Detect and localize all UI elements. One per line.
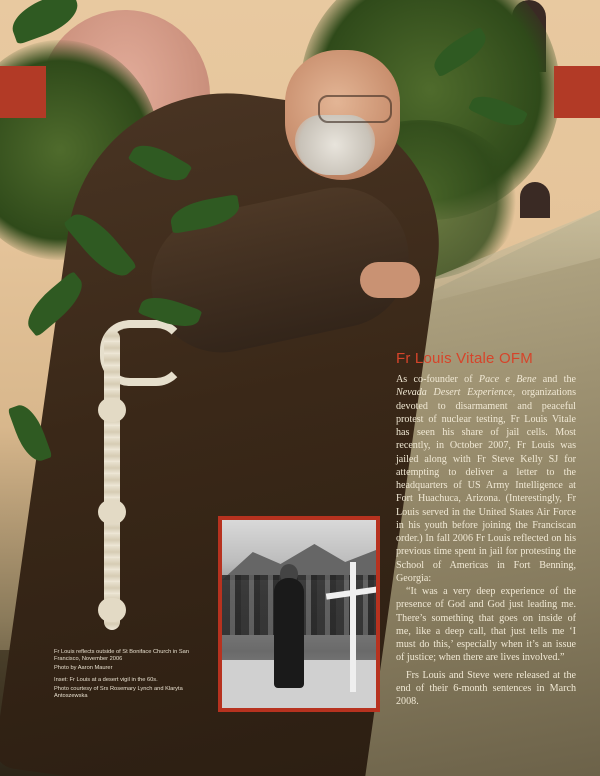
inset-photo-frame (218, 516, 380, 712)
caption-main-credit: Photo by Aaron Maurer (54, 665, 113, 672)
glasses (318, 95, 392, 123)
friar-beard (295, 115, 375, 175)
rope-knot (98, 500, 126, 524)
inset-person (274, 578, 304, 688)
article-text: and the (536, 374, 576, 385)
organization-name: Nevada Desert Experience (396, 387, 513, 399)
article-title: Fr Louis Vitale OFM (396, 350, 533, 367)
article (396, 350, 576, 708)
photo-caption (54, 649, 194, 700)
article-text: , organizations devoted to disarmament and peaceful protest of nuclear testing, Fr Louis Vitale has seen his share of jail cells. Most recently, in October 2007, Fr Louis was jailed along with Fr Steve Kelly SJ for attempting to deliver a letter to the headquarters of US Army Intelligence at Fort Huachuca, Arizona. (Interestingly, Fr Louis served in the United States Air Force in his youth before joining the Franciscan order.) In fall 2006 Fr Louis reflected on his previous time spent in jail for protesting the School of Americas in Fort Benning, Georgia: (396, 387, 576, 584)
accent-bar-right (554, 66, 600, 118)
accent-bar-left (0, 66, 46, 118)
friar-hand (360, 262, 420, 298)
church-window (520, 182, 550, 218)
inset-cross (350, 562, 356, 692)
article-quote: “It was a very deep experience of the presence of God and God just leading me. There’s something that goes on inside of me, like a deep call, that just tells me ‘I must do this,’ especially when it’s an issue of justice; when there are lives involved.” (396, 586, 576, 664)
rope-cord (104, 330, 120, 630)
article-paragraph-3: Frs Louis and Steve were released at the end of their 6-month sentences in March 2008. (396, 669, 576, 707)
rope-knot (98, 398, 126, 422)
article-body (396, 373, 576, 708)
inset-photo (222, 520, 376, 708)
rope-knot (98, 598, 126, 622)
caption-inset-credit: Photo courtesy of Srs Rosemary Lynch and Klaryta Antoszewska (54, 685, 183, 700)
caption-inset: Inset: Fr Louis at a desert vigil in the 60s. (54, 676, 158, 683)
caption-main: Fr Louis reflects outside of St Boniface Church in San Francisco, November 2006 (54, 649, 189, 663)
organization-name: Pace e Bene (478, 374, 537, 385)
article-text: As co-founder of (396, 374, 479, 385)
article-paragraph-1 (396, 373, 576, 585)
